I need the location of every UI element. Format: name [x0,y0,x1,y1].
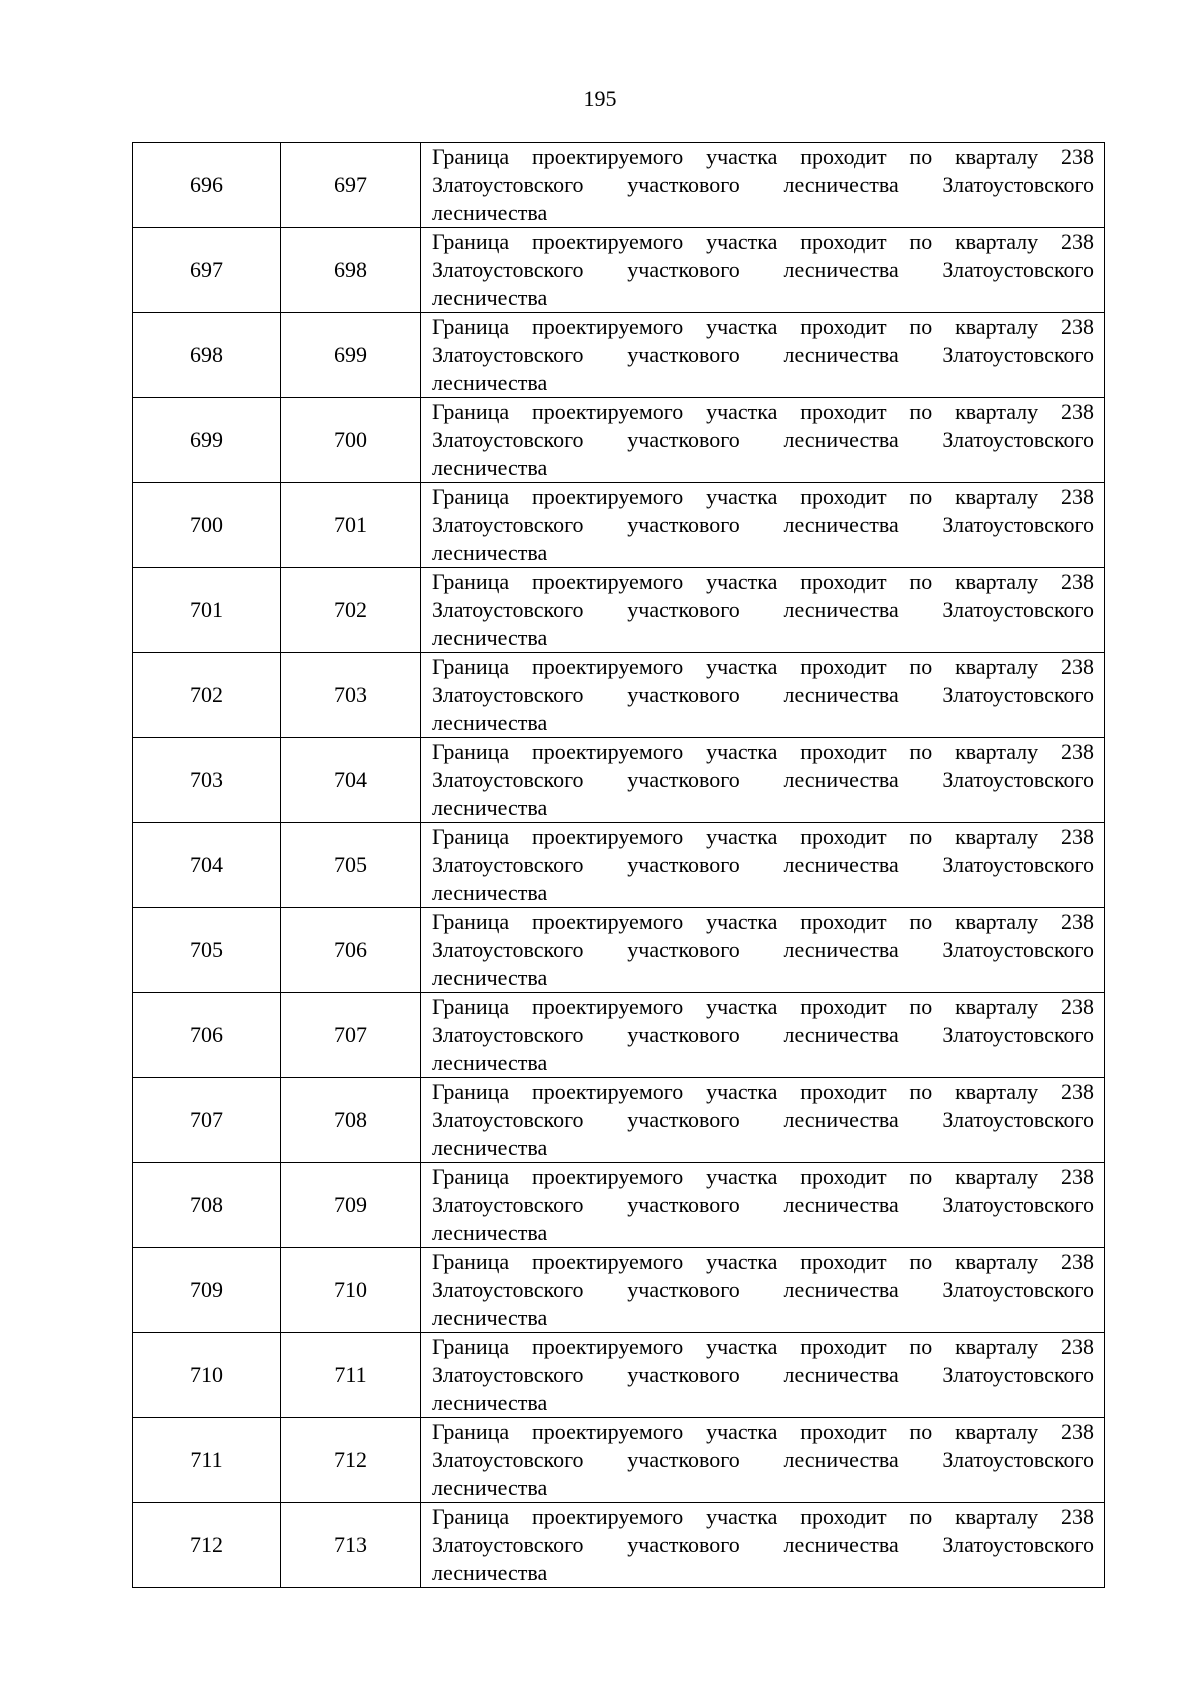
point-to-cell: 713 [281,1503,421,1588]
table-row [133,823,1105,908]
point-to-cell: 711 [281,1333,421,1418]
boundary-table [132,142,1105,1588]
point-to-cell: 700 [281,398,421,483]
table-row [133,568,1105,653]
point-to-cell: 701 [281,483,421,568]
boundary-description-cell: Граница проектируемого участка проходит по кварталу 238 Златоустовского участкового лесничества Златоустовского лесничества [421,483,1105,568]
point-from-cell: 705 [133,908,281,993]
table-row [133,653,1105,738]
point-to-cell: 704 [281,738,421,823]
table-row [133,313,1105,398]
boundary-description-cell: Граница проектируемого участка проходит по кварталу 238 Златоустовского участкового лесничества Златоустовского лесничества [421,398,1105,483]
boundary-description-cell: Граница проектируемого участка проходит по кварталу 238 Златоустовского участкового лесничества Златоустовского лесничества [421,228,1105,313]
point-from-cell: 709 [133,1248,281,1333]
table-row [133,143,1105,228]
table-row [133,1418,1105,1503]
point-to-cell: 697 [281,143,421,228]
point-from-cell: 707 [133,1078,281,1163]
boundary-description-cell: Граница проектируемого участка проходит по кварталу 238 Златоустовского участкового лесничества Златоустовского лесничества [421,1503,1105,1588]
point-from-cell: 703 [133,738,281,823]
point-to-cell: 710 [281,1248,421,1333]
boundary-description-cell: Граница проектируемого участка проходит по кварталу 238 Златоустовского участкового лесничества Златоустовского лесничества [421,1163,1105,1248]
table-row [133,398,1105,483]
table-body [133,143,1105,1588]
table-row [133,1078,1105,1163]
point-from-cell: 697 [133,228,281,313]
point-from-cell: 711 [133,1418,281,1503]
point-from-cell: 702 [133,653,281,738]
table-row [133,1333,1105,1418]
boundary-description-cell: Граница проектируемого участка проходит по кварталу 238 Златоустовского участкового лесничества Златоустовского лесничества [421,908,1105,993]
point-to-cell: 708 [281,1078,421,1163]
boundary-description-cell: Граница проектируемого участка проходит по кварталу 238 Златоустовского участкового лесничества Златоустовского лесничества [421,313,1105,398]
boundary-description-cell: Граница проектируемого участка проходит по кварталу 238 Златоустовского участкового лесничества Златоустовского лесничества [421,143,1105,228]
page-number: 195 [583,86,617,111]
boundary-description-cell: Граница проектируемого участка проходит по кварталу 238 Златоустовского участкового лесничества Златоустовского лесничества [421,1078,1105,1163]
boundary-description-cell: Граница проектируемого участка проходит по кварталу 238 Златоустовского участкового лесничества Златоустовского лесничества [421,738,1105,823]
table-row [133,908,1105,993]
table-row [133,1503,1105,1588]
point-from-cell: 699 [133,398,281,483]
boundary-description-cell: Граница проектируемого участка проходит по кварталу 238 Златоустовского участкового лесничества Златоустовского лесничества [421,568,1105,653]
point-to-cell: 712 [281,1418,421,1503]
point-from-cell: 704 [133,823,281,908]
point-to-cell: 706 [281,908,421,993]
point-to-cell: 707 [281,993,421,1078]
point-from-cell: 712 [133,1503,281,1588]
point-from-cell: 701 [133,568,281,653]
boundary-description-cell: Граница проектируемого участка проходит по кварталу 238 Златоустовского участкового лесничества Златоустовского лесничества [421,653,1105,738]
table-row [133,1163,1105,1248]
table-row [133,738,1105,823]
point-to-cell: 705 [281,823,421,908]
point-from-cell: 698 [133,313,281,398]
point-from-cell: 700 [133,483,281,568]
table-row [133,1248,1105,1333]
boundary-description-cell: Граница проектируемого участка проходит по кварталу 238 Златоустовского участкового лесничества Златоустовского лесничества [421,823,1105,908]
boundary-description-cell: Граница проектируемого участка проходит по кварталу 238 Златоустовского участкового лесничества Златоустовского лесничества [421,1418,1105,1503]
boundary-description-cell: Граница проектируемого участка проходит по кварталу 238 Златоустовского участкового лесничества Златоустовского лесничества [421,1333,1105,1418]
point-from-cell: 708 [133,1163,281,1248]
point-to-cell: 698 [281,228,421,313]
point-to-cell: 702 [281,568,421,653]
table-row [133,483,1105,568]
point-to-cell: 703 [281,653,421,738]
table-row [133,228,1105,313]
table-row [133,993,1105,1078]
point-to-cell: 699 [281,313,421,398]
boundary-description-cell: Граница проектируемого участка проходит по кварталу 238 Златоустовского участкового лесничества Златоустовского лесничества [421,1248,1105,1333]
point-from-cell: 696 [133,143,281,228]
point-from-cell: 706 [133,993,281,1078]
point-from-cell: 710 [133,1333,281,1418]
boundary-description-cell: Граница проектируемого участка проходит по кварталу 238 Златоустовского участкового лесничества Златоустовского лесничества [421,993,1105,1078]
point-to-cell: 709 [281,1163,421,1248]
